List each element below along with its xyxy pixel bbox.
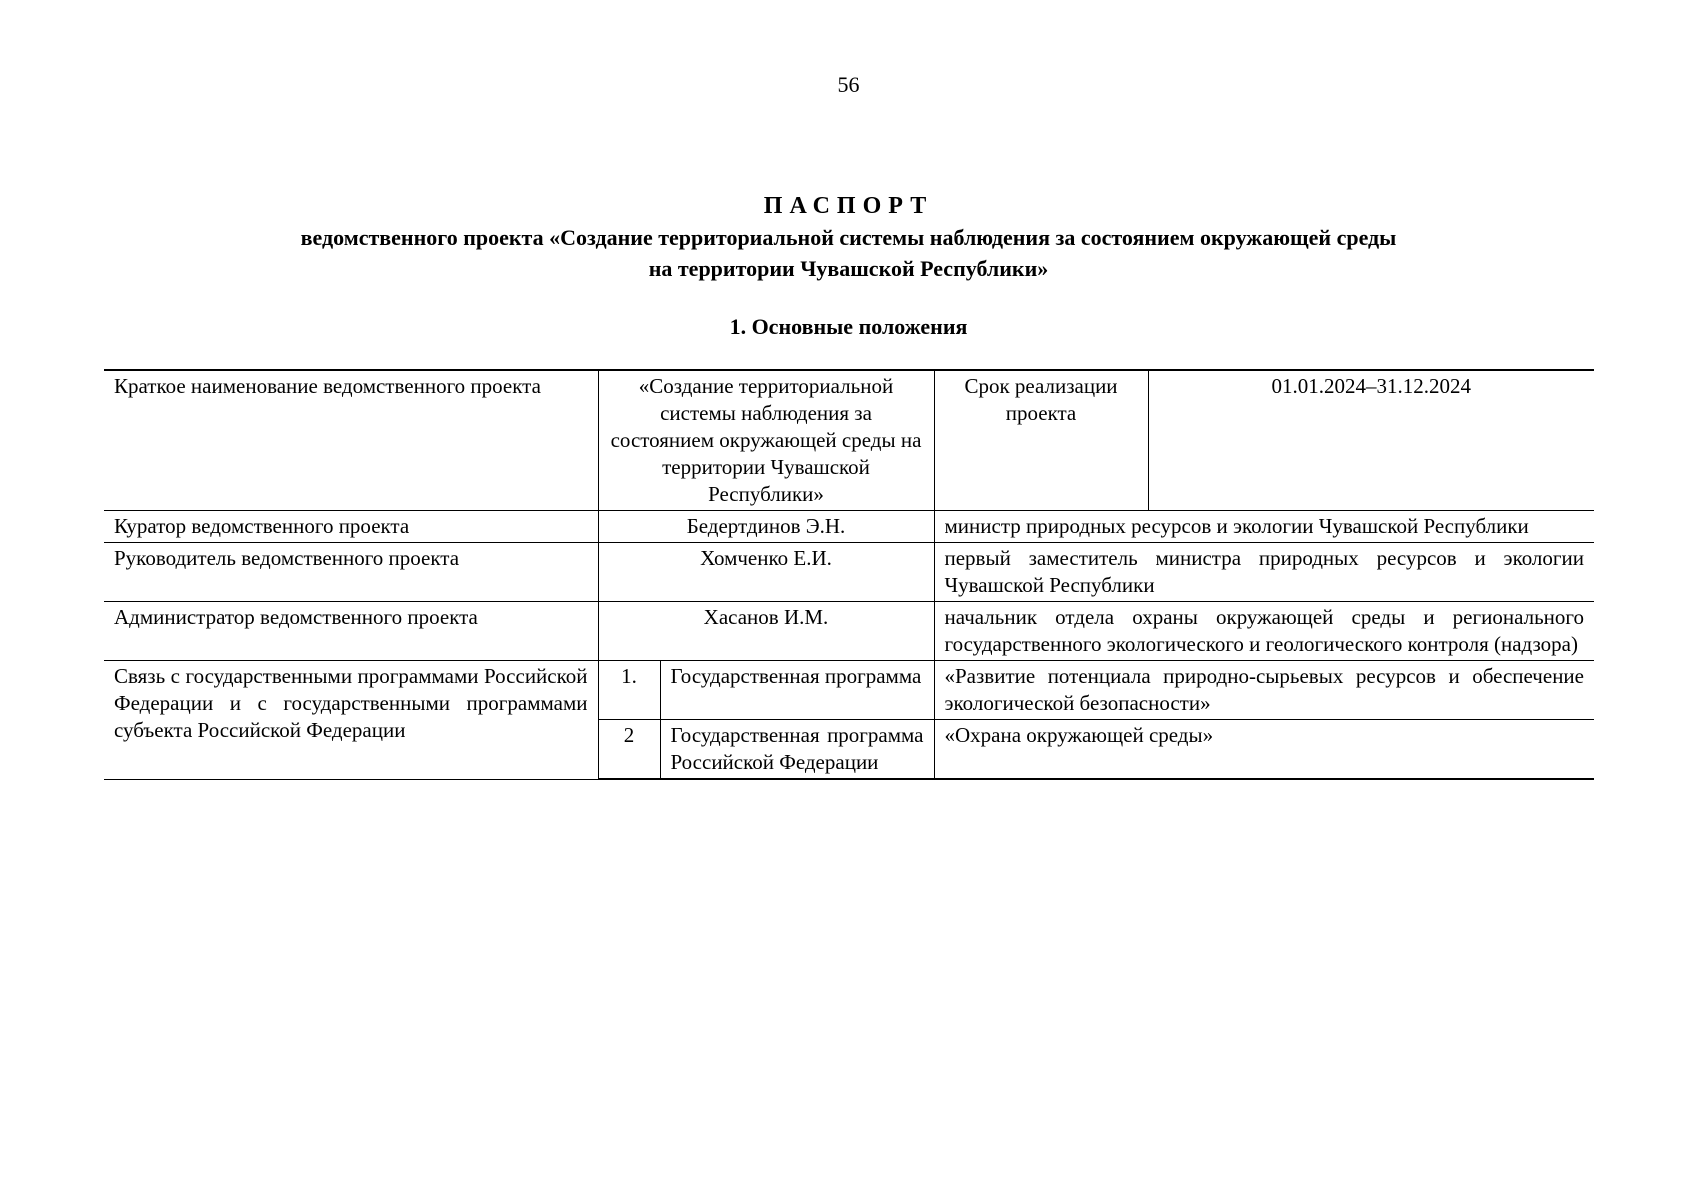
passport-table	[104, 369, 1594, 780]
term-label: Срок реализации проекта	[934, 370, 1148, 511]
short-name-value: «Создание территориальной системы наблюдения за состоянием окружающей среды на территории Чувашской Республики»	[598, 370, 934, 511]
title-line-1: ведомственного проекта «Создание территориальной системы наблюдения за состоянием окружающей среды	[300, 225, 1397, 250]
page-number: 56	[837, 72, 860, 97]
administrator-name: Хасанов И.М.	[598, 602, 934, 661]
document-title	[0, 190, 1697, 284]
table-row-administrator	[104, 602, 1594, 661]
curator-position: министр природных ресурсов и экологии Чувашской Республики	[934, 511, 1594, 543]
program-2-number: 2	[598, 720, 660, 780]
curator-label: Куратор ведомственного проекта	[104, 511, 598, 543]
title-main: ПАСПОРТ	[763, 193, 934, 219]
table-row-short-name	[104, 370, 1594, 511]
head-label: Руководитель ведомственного проекта	[104, 543, 598, 602]
head-position: первый заместитель министра природных ресурсов и экологии Чувашской Республики	[934, 543, 1594, 602]
short-name-label: Краткое наименование ведомственного проекта	[104, 370, 598, 511]
term-value: 01.01.2024–31.12.2024	[1148, 370, 1594, 511]
program-1-name: «Развитие потенциала природно-сырьевых ресурсов и обеспечение экологической безопасности»	[934, 661, 1594, 720]
head-name: Хомченко Е.И.	[598, 543, 934, 602]
title-line-2: на территории Чувашской Республики»	[648, 256, 1049, 281]
program-2-name: «Охрана окружающей среды»	[934, 720, 1594, 780]
table-row-head	[104, 543, 1594, 602]
program-2-type: Государственная программа Российской Федерации	[660, 720, 934, 780]
section-heading: 1. Основные положения	[729, 314, 968, 339]
administrator-label: Администратор ведомственного проекта	[104, 602, 598, 661]
administrator-position: начальник отдела охраны окружающей среды и регионального государственного экологического и геологического контроля (надзора)	[934, 602, 1594, 661]
program-1-number: 1.	[598, 661, 660, 720]
table-row-programs-1	[104, 661, 1594, 720]
programs-label: Связь с государственными программами Российской Федерации и с государственными программами субъекта Российской Федерации	[104, 661, 598, 780]
program-1-type: Государственная программа	[660, 661, 934, 720]
table-row-curator	[104, 511, 1594, 543]
curator-name: Бедертдинов Э.Н.	[598, 511, 934, 543]
